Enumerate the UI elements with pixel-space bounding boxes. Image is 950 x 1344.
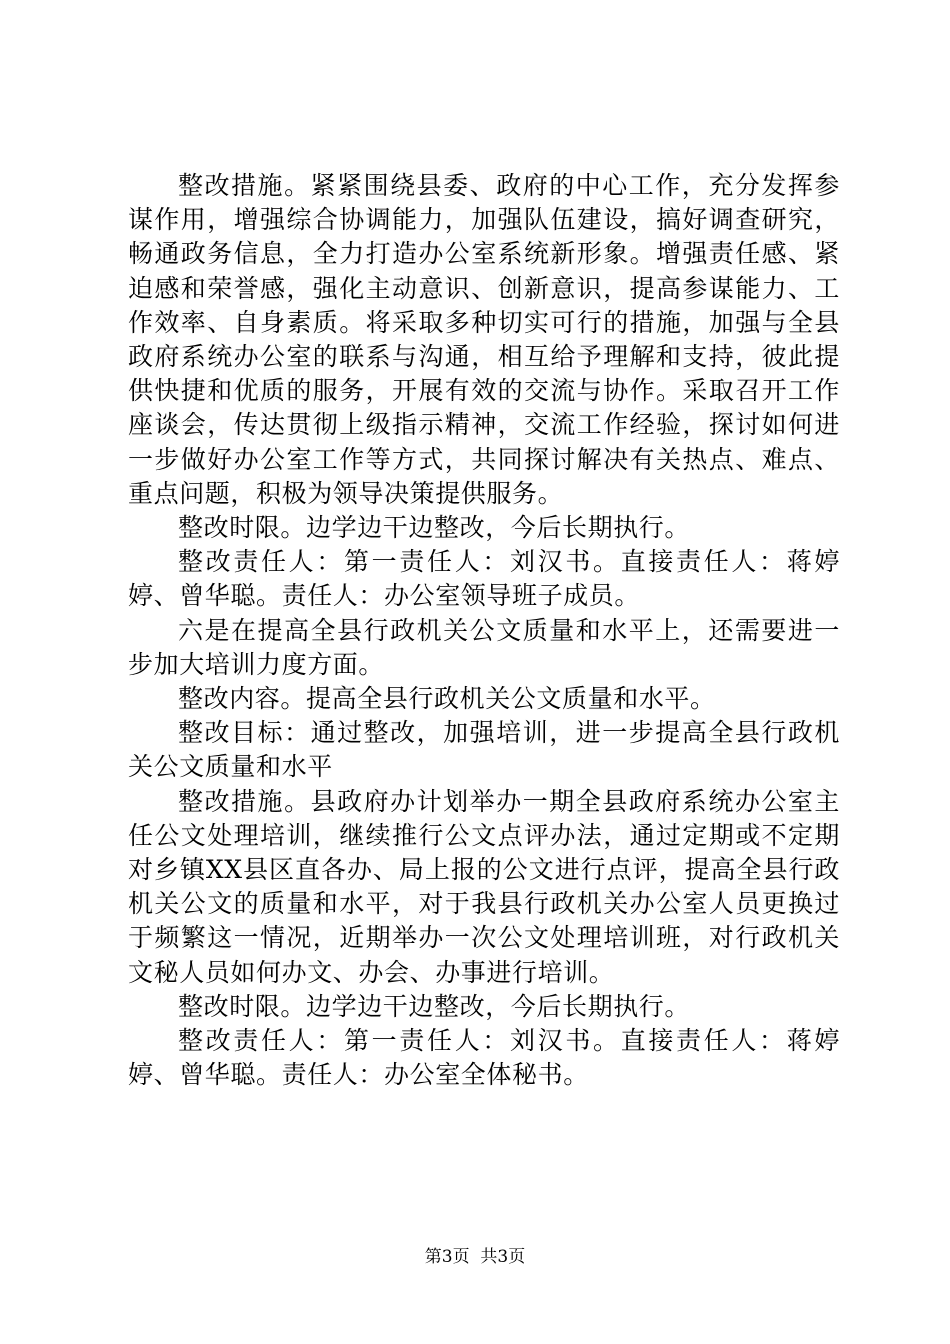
footer-separator	[470, 1247, 481, 1267]
paragraph-training-deadline: 整改时限。边学边干边整改，今后长期执行。	[178, 991, 691, 1021]
paragraph-training-responsible: 整改责任人：第一责任人：刘汉书。直接责任人：蒋婷婷、曾华聪。责任人：办公室全体秘书。	[128, 1026, 840, 1090]
document-body	[128, 169, 840, 1092]
paragraph-rectification-measures: 整改措施。紧紧围绕县委、政府的中心工作，充分发挥参谋作用，增强综合协调能力，加强队伍建设，搞好调查研究，畅通政务信息，全力打造办公室系统新形象。增强责任感、紧迫感和荣誉感，强化主动意识、创新意识，提高参谋能力、工作效率、自身素质。将采取多种切实可行的措施，加强与全县政府系统办公室的联系与沟通，相互给予理解和支持，彼此提供快捷和优质的服务，开展有效的交流与协作。采取召开工作座谈会，传达贯彻上级指示精神，交流工作经验，探讨如何进一步做好办公室工作等方式，共同探讨解决有关热点、难点、重点问题，积极为领导决策提供服务。	[128, 171, 840, 508]
paragraph-rectification-content: 整改内容。提高全县行政机关公文质量和水平。	[178, 684, 716, 714]
paragraph-rectification-deadline: 整改时限。边学边干边整改，今后长期执行。	[178, 513, 691, 543]
paragraph-issue-six: 六是在提高全县行政机关公文质量和水平上，还需要进一步加大培训力度方面。	[128, 615, 840, 679]
page-footer	[0, 1246, 950, 1268]
page-number: 第3页	[424, 1247, 470, 1267]
page-total: 共3页	[480, 1247, 526, 1267]
paragraph-training-measures: 整改措施。县政府办计划举办一期全县政府系统办公室主任公文处理培训，继续推行公文点评办法，通过定期或不定期对乡镇XX县区直各办、局上报的公文进行点评，提高全县行政机关公文的质量和水平，对于我县行政机关办公室人员更换过于频繁这一情况，近期举办一次公文处理培训班，对行政机关文秘人员如何办文、办会、办事进行培训。	[128, 786, 840, 987]
paragraph-responsible-persons: 整改责任人：第一责任人：刘汉书。直接责任人：蒋婷婷、曾华聪。责任人：办公室领导班子成员。	[128, 547, 840, 611]
paragraph-rectification-goal: 整改目标：通过整改，加强培训，进一步提高全县行政机关公文质量和水平	[128, 718, 840, 782]
